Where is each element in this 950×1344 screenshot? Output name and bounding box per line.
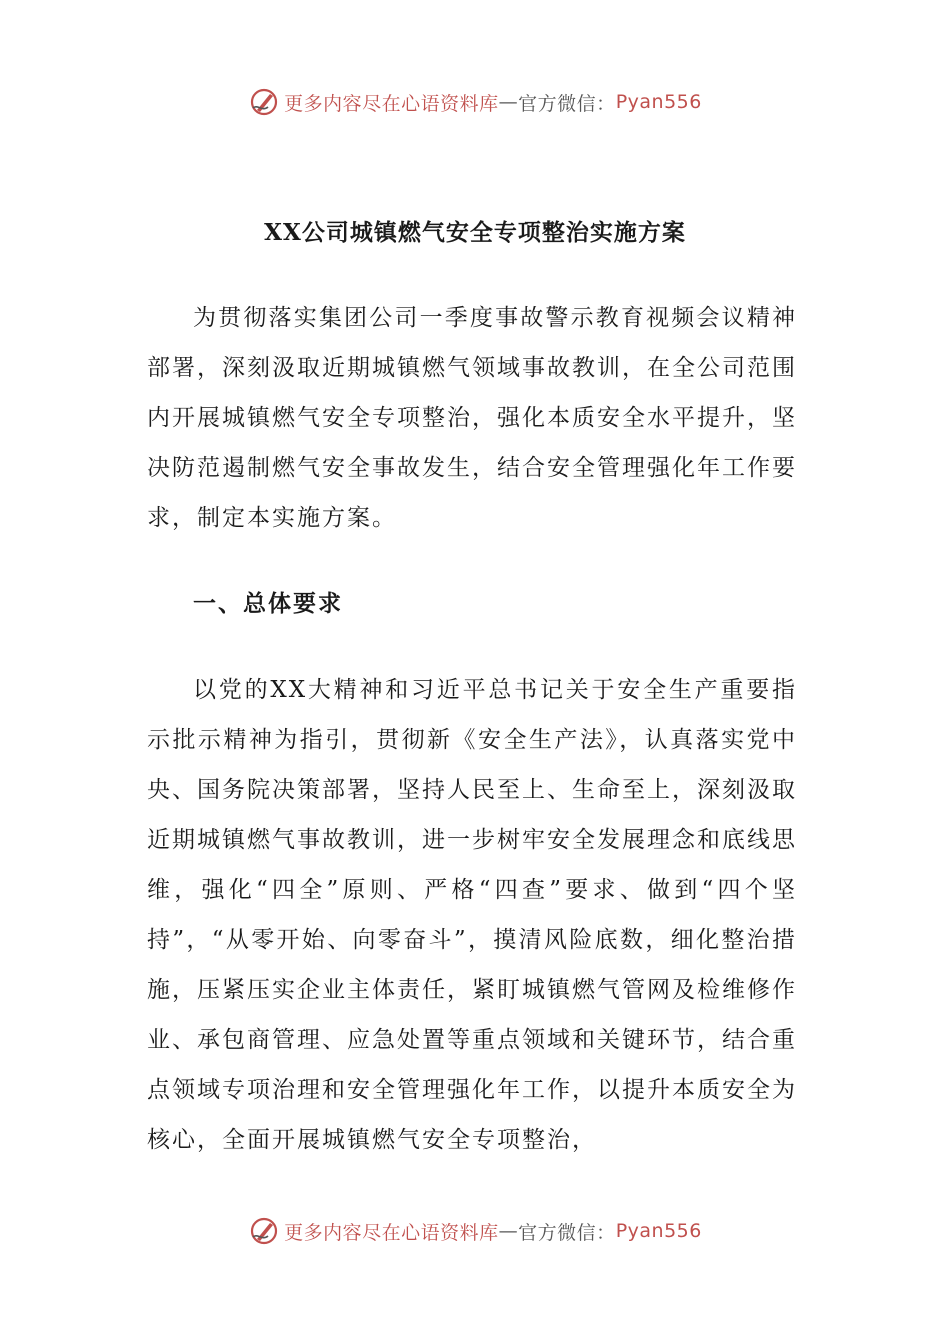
banner-dash: — (498, 91, 519, 113)
banner-wechat-label: 官方微信： (518, 92, 616, 115)
section-paragraph: 以党的XX大精神和习近平总书记关于安全生产重要指示批示精神为指引，贯彻新《安全生产法》，认真落实党中央、国务院决策部署，坚持人民至上、生命至上，深刻汲取近期城镇燃气事故教训，进一步树牢安全发展理念和底线思维，强化“四全”原则、严格“四查”要求、做到“四个坚持”，“从零开始、向零奋斗”，摸清风险底数，细化整治措施，压紧压实企业主体责任，紧盯城镇燃气管网及检维修作业、承包商管理、应急处置等重点领域和关键环节，结合重点领域专项治理和安全管理强化年工作，以提升本质安全为核心，全面开展城镇燃气安全专项整治， (147, 677, 797, 1153)
section-heading: 一、总体要求 (193, 590, 343, 617)
banner-site-text: 更多内容尽在心语资料库 (284, 1221, 499, 1244)
banner-wechat-id: Pyan556 (615, 1220, 702, 1242)
document-title: XX公司城镇燃气安全专项整治实施方案 (264, 219, 686, 246)
pen-logo-icon (248, 1215, 280, 1247)
pen-logo-icon (248, 86, 280, 118)
banner-dash: — (498, 1220, 519, 1242)
banner-site-text: 更多内容尽在心语资料库 (284, 92, 499, 115)
banner-wechat-label: 官方微信： (518, 1221, 616, 1244)
header-banner (0, 82, 950, 122)
intro-paragraph: 为贯彻落实集团公司一季度事故警示教育视频会议精神部署，深刻汲取近期城镇燃气领域事故教训，在全公司范围内开展城镇燃气安全专项整治，强化本质安全水平提升，坚决防范遏制燃气安全事故发生，结合安全管理强化年工作要求，制定本实施方案。 (147, 305, 797, 531)
footer-banner (0, 1211, 950, 1251)
banner-wechat-id: Pyan556 (615, 91, 702, 113)
document-body (147, 293, 797, 1165)
